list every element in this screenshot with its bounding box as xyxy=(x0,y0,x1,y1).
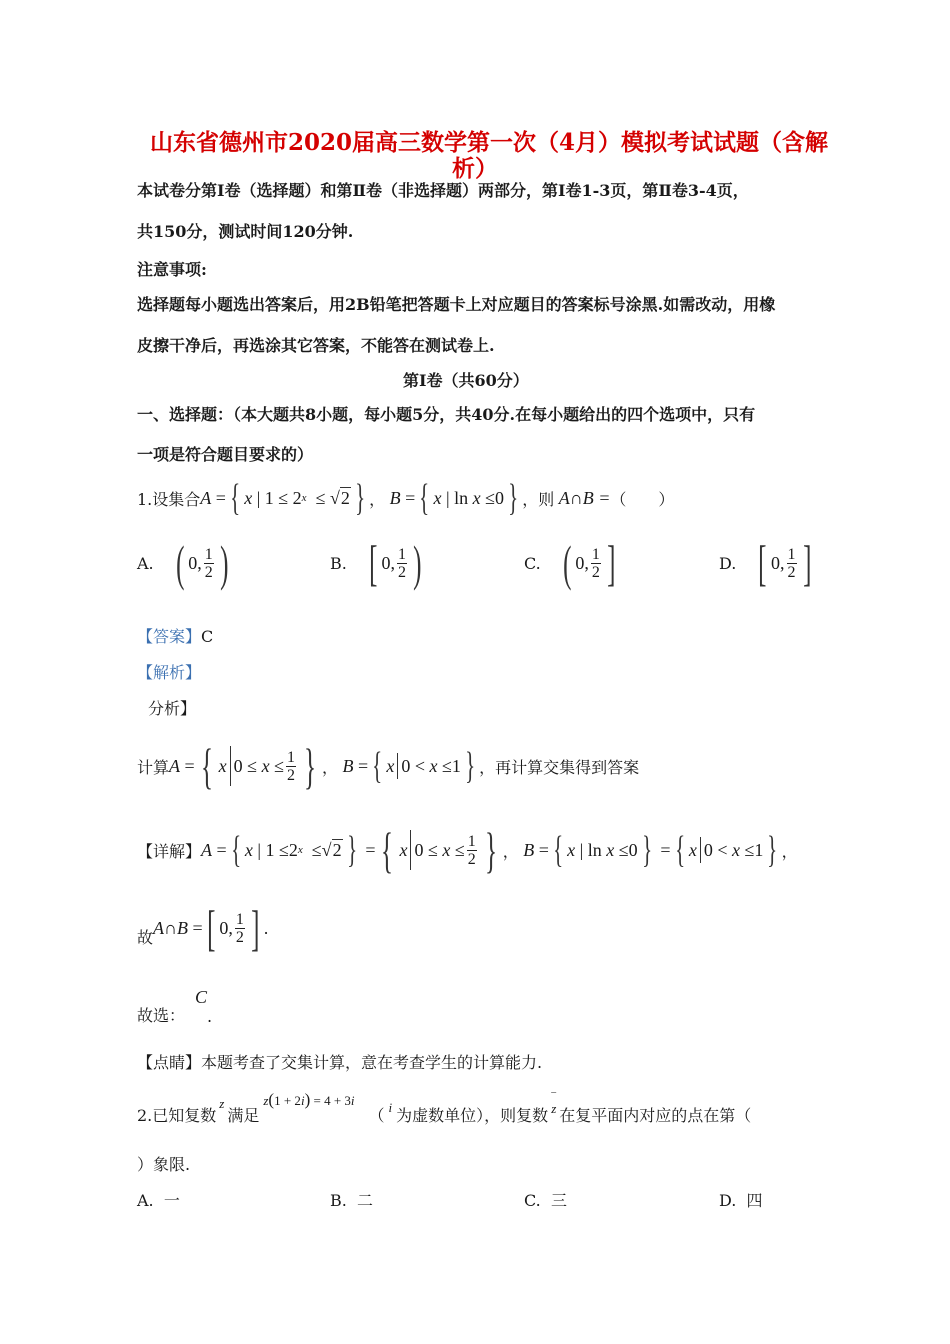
q2-option-c xyxy=(524,1188,567,1211)
q2-option-c-label: C. xyxy=(524,1191,541,1210)
q1-set-b: B = { x | ln x ≤0 } xyxy=(385,477,519,519)
q1-paren: （ ） xyxy=(610,489,675,509)
q1-answer-tag: 【答案】 xyxy=(137,627,202,646)
q1-calc-prefix: 计算 xyxy=(137,757,170,777)
q2-option-b-label: B. xyxy=(330,1191,347,1210)
q1-prefix: 1.设集合 xyxy=(137,489,201,509)
q1-comment: 本题考查了交集计算，意在考查学生的计算能力. xyxy=(201,1053,543,1072)
q2-option-b-text: 二 xyxy=(357,1191,374,1210)
q1-comment-row xyxy=(137,1050,542,1073)
q1-fenxi: 分析】 xyxy=(148,699,197,718)
q1-choose-label: 故选： xyxy=(137,1006,186,1025)
q1-therefore-label: 故 xyxy=(137,927,154,947)
q1-option-b-label: B. xyxy=(330,553,347,573)
q2-option-d-label: D. xyxy=(719,1191,737,1210)
q1-option-a-label: A. xyxy=(137,553,154,573)
q1-option-b: B. [ 0, $\frac{1}{2}$ ) xyxy=(330,535,422,591)
intro-line1: 本试卷分第Ⅰ卷（选择题）和第Ⅱ卷（非选择题）两部分，第Ⅰ卷1-3页，第Ⅱ卷3-4页， xyxy=(137,181,749,200)
q1-option-a: A. ( 0, $\frac{1}{2}$ ) xyxy=(137,535,229,591)
q1-calc-mid: ， xyxy=(321,757,338,777)
q1-detail-tag: 【详解】 xyxy=(137,841,202,861)
q1-set-a: A = { x | 1 ≤ 2 x ≤ √ 2 } xyxy=(200,477,365,519)
notice-line2: 皮擦干净后，再选涂其它答案，不能答在测试卷上. xyxy=(137,336,495,355)
notice-line1: 选择题每小题选出答案后，用2B铅笔把答题卡上对应题目的答案标号涂黑.如需改动，用橡 xyxy=(137,295,776,314)
q1-option-c-label: C. xyxy=(524,553,541,573)
q1-option-d-label: D. xyxy=(719,553,737,573)
q2-option-d xyxy=(719,1188,763,1211)
doc-title-line1: 山东省德州市2020届高三数学第一次（4月）模拟考试试题（含解 xyxy=(150,129,829,156)
q2-option-a-label: A. xyxy=(137,1191,154,1210)
doc-title-line2: 析） xyxy=(452,155,498,182)
q1-sep: ， xyxy=(369,489,386,509)
q1-therefore: 故 A ∩ B = [ 0, $\frac{1}{2}$ ] . xyxy=(137,900,269,956)
q2-option-a xyxy=(137,1188,180,1211)
q1-choose-value: C xyxy=(195,987,208,1007)
q2-option-d-text: 四 xyxy=(746,1191,763,1210)
q1-then: ，则 xyxy=(522,489,555,509)
q1-detail: 【详解】 A = { x | 1 ≤2 x ≤√ 2 } = { x 0 ≤ x ≤ $\frac{1}{2}$ } ， B = { x | ln x ≤0 } = { x 0 < x ≤1 } ， xyxy=(137,822,798,878)
intro-line2: 共150分，测试时间120分钟. xyxy=(137,222,354,241)
q1-calc-suffix: ，再计算交集得到答案 xyxy=(479,757,640,777)
q1-answer: C xyxy=(201,627,214,646)
q1-comment-tag: 【点睛】 xyxy=(137,1053,202,1072)
q2-option-c-text: 三 xyxy=(550,1191,567,1210)
q1-option-d: D. [ 0, $\frac{1}{2}$ ] xyxy=(719,535,811,591)
q1-calc: 计算 A = { x 0 ≤ x ≤ $\frac{1}{2}$ } ， B = { x 0 < x ≤1 } ，再计算交集得到答案 xyxy=(137,738,640,794)
q1-analysis-tag: 【解析】 xyxy=(137,663,202,682)
q2-stem: 2.已知复数 z 满足 z(1 + 2i) = 4 + 3i （ i 为虚数单位），则复数 ‾ z 在复平面内对应的点在第（ xyxy=(137,1090,752,1125)
q1-period: . xyxy=(263,918,269,938)
part1-heading: 第Ⅰ卷（共60分） xyxy=(403,371,529,390)
q1-option-c: C. ( 0, $\frac{1}{2}$ ] xyxy=(524,535,616,591)
q2-satisfies: 满足 xyxy=(227,1106,260,1125)
q1-answer-row xyxy=(137,624,213,647)
q2-option-a-text: 一 xyxy=(163,1191,180,1210)
q1-intersection: A∩B = xyxy=(554,487,611,508)
q2-prefix: 2.已知复数 xyxy=(137,1106,217,1125)
q1-choose xyxy=(137,986,212,1026)
q2-line2: ）象限. xyxy=(137,1155,191,1174)
q1-choose-period: . xyxy=(207,1007,213,1026)
section-line2: 一项是符合题目要求的） xyxy=(137,445,314,464)
q2-option-b xyxy=(330,1188,373,1211)
q2-i-note: 为虚数单位），则复数 xyxy=(396,1106,549,1125)
q2-tail: 在复平面内对应的点在第（ xyxy=(559,1106,752,1125)
q2-z-bar: ‾ z xyxy=(551,1090,557,1116)
notice-heading: 注意事项: xyxy=(137,260,207,279)
section-line1: 一、选择题：（本大题共8小题，每小题5分，共40分.在每小题给出的四个选项中，只有 xyxy=(137,405,756,424)
q2-equation: z(1 + 2i) = 4 + 3i xyxy=(263,1090,355,1109)
q1-stem xyxy=(137,478,674,518)
